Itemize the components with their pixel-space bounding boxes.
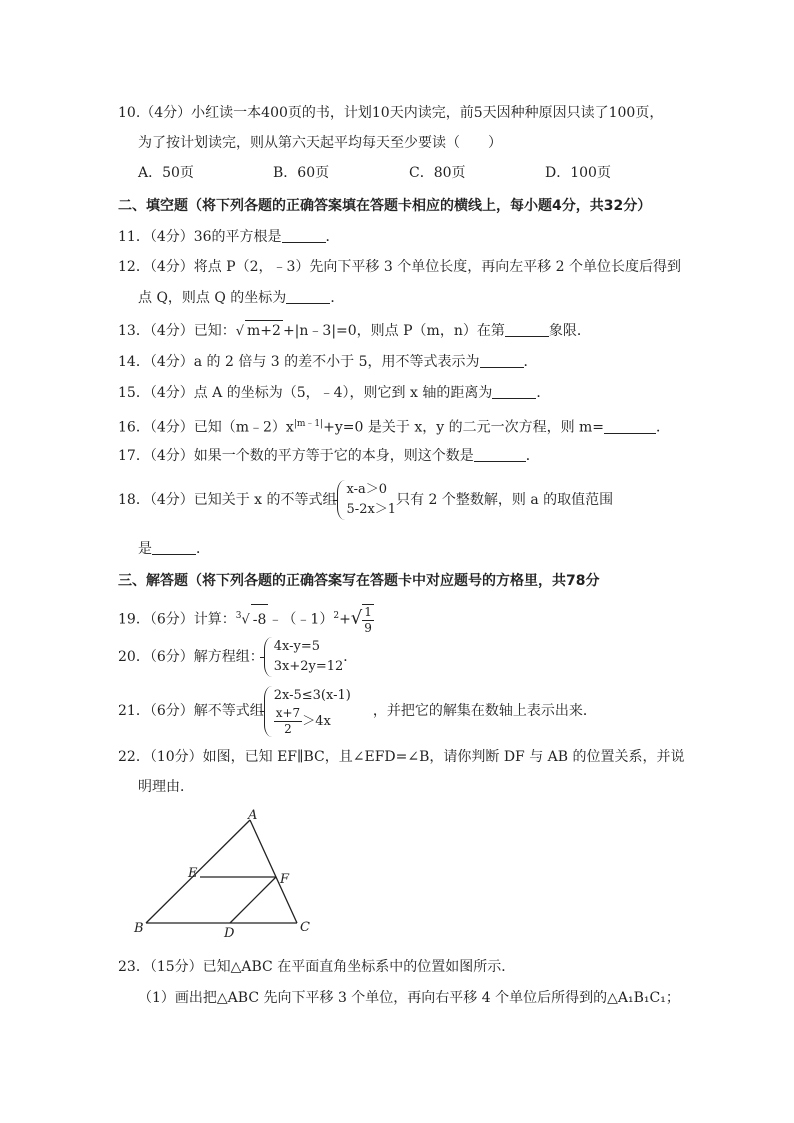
label-e: E [188, 866, 198, 881]
q21-frac-den: 2 [284, 721, 292, 736]
q16-end: ． [656, 419, 671, 436]
q12-line1: 12．（4分）将点 P（2，﹣3）先向下平移 3 个单位长度，再向左平移 2 个单位长度后得到 [118, 259, 682, 275]
label-a: A [248, 808, 258, 823]
q21-frac-num: x+7 [275, 705, 301, 720]
q12-line2 [138, 288, 344, 308]
q18-line2-text: 是 [138, 541, 152, 557]
q20-equation-system [264, 637, 344, 677]
q20-end: ． [343, 649, 358, 665]
section3-heading: 三、解答题（将下列各题的正确答案写在答题卡中对应题号的方格里，共78分 [118, 573, 600, 589]
q15-text: 15．（4分）点 A 的坐标为（5，﹣4），则它到 x 轴的距离为 [118, 385, 493, 401]
q18-ineq1: x-a＞0 [346, 482, 388, 497]
q13-end: 象限． [548, 323, 591, 339]
q13: 13．（4分）已知：√ m+2 +|n﹣3|=0，则点 P（m，n）在第 象限． [118, 320, 591, 342]
q10-option-b: B．60页 [273, 165, 330, 181]
q19-mid: ﹣（﹣1） [268, 611, 334, 628]
q16 [118, 414, 670, 438]
q21-inequality-system [264, 686, 351, 737]
q13-mid: +|n﹣3|=0，则点 P（m，n）在第 [282, 323, 505, 339]
q17 [118, 446, 540, 466]
q14-end: ． [523, 354, 538, 370]
q12-end: ． [330, 290, 345, 306]
q11-text: 11．（4分）36的平方根是 [118, 229, 282, 245]
q22-line1: 22．（10分）如图，已知 EF∥BC，且∠EFD=∠B，请你判断 DF 与 AB 的位置关系，并说 [118, 749, 685, 765]
segment-df [230, 877, 276, 923]
q23-line1: 23．（15分）已知△ABC 在平面直角坐标系中的位置如图所示． [118, 959, 516, 975]
q18-blank [152, 540, 196, 555]
q19-cbrt: -8 [251, 604, 269, 635]
q10-option-c: C．80页 [409, 165, 466, 181]
q10-line1: 10.（4分）小红读一本400页的书，计划10天内读完，前5天因种种原因只读了100页， [118, 105, 664, 121]
q18-post: 只有 2 个整数解，则 a 的取值范围 [396, 492, 614, 508]
q12-text: 点 Q，则点 Q 的坐标为 [138, 290, 287, 306]
q21-fraction [274, 706, 302, 737]
q13-sqrt: m+2 [245, 320, 283, 341]
q11-end: ． [325, 229, 340, 245]
q17-end: ． [525, 448, 540, 464]
q16-blank [604, 419, 656, 434]
q16-text: 16．（4分）已知（m﹣2）x [118, 419, 294, 436]
q22-line2: 明理由． [138, 779, 194, 795]
q18-end: ． [196, 541, 210, 557]
q20 [118, 635, 357, 679]
q14-blank [480, 353, 524, 368]
q19-cbrt-index: 3 [235, 611, 242, 621]
q18-text: 18．（4分）已知关于 x 的不等式组 [118, 492, 337, 508]
q10-option-a: A．50页 [138, 165, 194, 181]
q21-ineq2-rhs: ＞4x [302, 713, 331, 729]
q21 [118, 681, 597, 741]
q15-end: ． [536, 385, 551, 401]
q18-line1 [118, 478, 613, 522]
q21-post: ，并把它的解集在数轴上表示出来． [372, 703, 597, 719]
q11 [118, 227, 340, 247]
q10-option-d: D．100页 [545, 165, 611, 181]
q19-fraction [362, 604, 374, 636]
q19-exponent: 2 [333, 611, 340, 621]
q18-inequality-system [337, 480, 397, 520]
q20-eq1: 4x-y=5 [273, 639, 321, 654]
label-d: D [224, 926, 235, 941]
q20-text: 20．（6分）解方程组： [118, 649, 264, 665]
q19-plus: + [339, 611, 351, 628]
q12-blank [286, 289, 330, 304]
q15-blank [492, 384, 536, 399]
triangle-figure [130, 808, 330, 943]
q19-text: 19．（6分）计算： [118, 611, 236, 628]
q10-line2: 为了按计划读完，则从第六天起平均每天至少要读（ ） [138, 135, 502, 151]
q18-line2 [138, 539, 210, 559]
q16-mid: +y=0 是关于 x，y 的二元一次方程，则 m= [323, 419, 605, 436]
q20-eq2: 3x+2y=12 [273, 659, 344, 674]
q13-text: 13．（4分）已知： [118, 323, 236, 339]
q17-blank [474, 447, 526, 462]
q11-blank [282, 228, 326, 243]
q14-text: 14．（4分）a 的 2 倍与 3 的差不小于 5，用不等式表示为 [118, 354, 480, 370]
q21-text: 21．（6分）解不等式组 [118, 703, 264, 719]
segment-ab [146, 820, 250, 923]
q17-text: 17．（4分）如果一个数的平方等于它的本身，则这个数是 [118, 448, 474, 464]
label-b: B [134, 921, 144, 936]
q13-blank [505, 322, 549, 337]
q14 [118, 352, 538, 372]
q19: 19．（6分）计算：$^3$√ -8 ﹣（﹣1）$^2$+√ $\frac{1}{9}$ [118, 604, 372, 635]
q16-exponent: |m﹣1| [293, 419, 324, 429]
q15 [118, 383, 550, 403]
segment-ac [250, 820, 297, 923]
q23-line2: （1）画出把△ABC 先向下平移 3 个单位，再向右平移 4 个单位后所得到的△A₁B₁C₁； [138, 990, 680, 1006]
q21-ineq1: 2x-5≤3(x-1) [273, 687, 351, 703]
q19-frac-num: 1 [364, 604, 372, 619]
section2-heading: 二、填空题（将下列各题的正确答案填在答题卡相应的横线上，每小题4分，共32分） [118, 198, 652, 214]
label-f: F [280, 872, 290, 887]
label-c: C [300, 920, 310, 935]
q19-frac-den: 9 [364, 620, 372, 635]
q18-ineq2: 5-2x＞1 [346, 502, 397, 517]
